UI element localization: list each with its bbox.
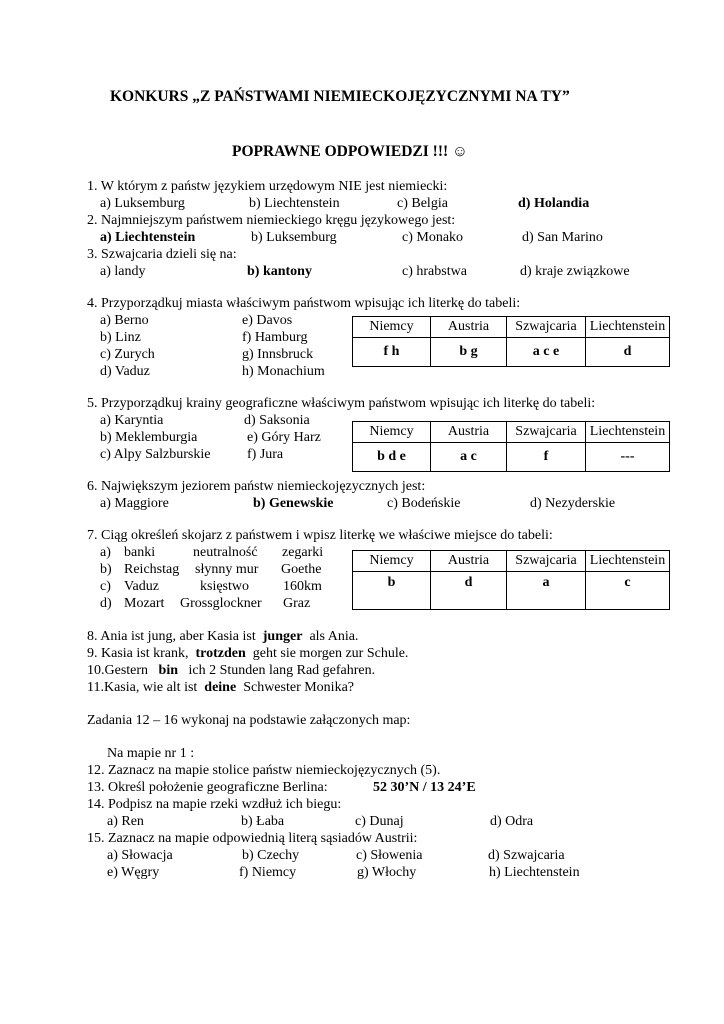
q6-option-b-correct: b) Genewskie — [253, 496, 334, 511]
q4-option: d) Vaduz — [100, 364, 150, 379]
q7-row-term: księstwo — [200, 579, 249, 594]
q9-answer: trotzden — [195, 646, 246, 661]
question-12: 12. Zaznacz na mapie stolice państw niemieckojęzycznych (5). — [87, 763, 441, 778]
q1-option-d-correct: d) Holandia — [518, 196, 590, 211]
table-header: Niemcy — [353, 317, 431, 338]
q2-option-a-correct: a) Liechtenstein — [100, 230, 196, 245]
q4-answer-table — [352, 316, 670, 367]
table-header: Austria — [431, 317, 507, 338]
q7-row-letter: d) — [100, 596, 112, 611]
table-cell: b g — [431, 338, 507, 367]
q14-option-c: c) Dunaj — [355, 814, 404, 829]
table-header: Liechtenstein — [586, 422, 670, 443]
table-header: Niemcy — [353, 422, 431, 443]
question-13: 13. Określ położenie geograficzne Berlina: — [87, 780, 328, 795]
page-subtitle: POPRAWNE ODPOWIEDZI !!! ☺ — [232, 143, 468, 160]
table-cell: b d e — [353, 443, 431, 472]
q8-text-after: als Ania. — [309, 629, 359, 644]
q8-text-before: 8. Ania ist jung, aber Kasia ist — [87, 629, 256, 644]
map-1-heading: Na mapie nr 1 : — [107, 746, 195, 761]
table-header: Szwajcaria — [507, 551, 586, 572]
q5-option: a) Karyntia — [100, 413, 164, 428]
q4-option: b) Linz — [100, 330, 141, 345]
q3-option-a: a) landy — [100, 264, 146, 279]
question-14: 14. Podpisz na mapie rzeki wzdłuż ich biegu: — [87, 797, 342, 812]
question-4: 4. Przyporządkuj miasta właściwym państwom wpisując ich literkę do tabeli: — [87, 296, 521, 311]
q7-row-term: słynny mur — [195, 562, 259, 577]
table-cell: d — [586, 338, 670, 367]
q15-option: a) Słowacja — [107, 848, 173, 863]
q15-option: e) Węgry — [107, 865, 160, 880]
q15-option: f) Niemcy — [239, 865, 297, 880]
q7-row-term: Goethe — [281, 562, 322, 577]
table-cell: a c — [431, 443, 507, 472]
q11-text-after: Schwester Monika? — [243, 680, 354, 695]
q10-text-after: ich 2 Stunden lang Rad gefahren. — [188, 663, 376, 678]
q15-option: d) Szwajcaria — [488, 848, 565, 863]
q7-row-term: banki — [124, 545, 156, 560]
q1-option-b: b) Liechtenstein — [249, 196, 340, 211]
q7-row-term: Reichstag — [124, 562, 180, 577]
table-header: Liechtenstein — [586, 551, 670, 572]
q13-answer: 52 30’N / 13 24’E — [373, 780, 476, 795]
table-cell: a c e — [507, 338, 586, 367]
q14-option-b: b) Łaba — [241, 814, 285, 829]
question-9 — [87, 646, 408, 662]
q9-text-before: 9. Kasia ist krank, — [87, 646, 189, 661]
maps-intro: Zadania 12 – 16 wykonaj na podstawie załączonych map: — [87, 713, 411, 728]
table-cell: c — [586, 572, 670, 610]
q4-option: h) Monachium — [242, 364, 325, 379]
q11-text-before: 11.Kasia, wie alt ist — [87, 680, 198, 695]
q5-answer-table — [352, 421, 670, 472]
table-header: Niemcy — [353, 551, 431, 572]
table-cell: --- — [586, 443, 670, 472]
q4-option: e) Davos — [242, 313, 293, 328]
q14-option-a: a) Ren — [107, 814, 144, 829]
table-header: Austria — [431, 551, 507, 572]
table-header: Liechtenstein — [586, 317, 670, 338]
table-header: Szwajcaria — [507, 317, 586, 338]
question-10 — [87, 663, 375, 679]
question-2: 2. Najmniejszym państwem niemieckiego kręgu językowego jest: — [87, 213, 456, 228]
q11-answer: deine — [204, 680, 237, 695]
q1-option-a: a) Luksemburg — [100, 196, 185, 211]
q2-option-d: d) San Marino — [522, 230, 603, 245]
table-cell: d — [431, 572, 507, 610]
q9-text-after: geht sie morgen zur Schule. — [252, 646, 409, 661]
question-8 — [87, 629, 358, 645]
table-cell: b — [353, 572, 431, 610]
q7-row-term: Grossglockner — [180, 596, 262, 611]
table-cell: a — [507, 572, 586, 610]
q7-row-term: Graz — [283, 596, 311, 611]
q7-row-term: Vaduz — [124, 579, 159, 594]
q4-option: f) Hamburg — [242, 330, 308, 345]
q7-row-term: neutralność — [193, 545, 258, 560]
q2-option-b: b) Luksemburg — [251, 230, 337, 245]
question-15: 15. Zaznacz na mapie odpowiednią literą sąsiadów Austrii: — [87, 831, 418, 846]
q15-option: b) Czechy — [242, 848, 300, 863]
question-11 — [87, 680, 354, 696]
q6-option-c: c) Bodeńskie — [387, 496, 461, 511]
q6-option-a: a) Maggiore — [100, 496, 169, 511]
q7-answer-table — [352, 550, 670, 610]
q10-answer: bin — [158, 663, 179, 678]
q15-option: h) Liechtenstein — [489, 865, 580, 880]
question-5: 5. Przyporządkuj krainy geograficzne właściwym państwom wpisując ich literkę do tabeli: — [87, 396, 596, 411]
q7-row-term: Mozart — [124, 596, 165, 611]
q4-option: g) Innsbruck — [242, 347, 314, 362]
q2-option-c: c) Monako — [402, 230, 464, 245]
question-1: 1. W którym z państw językiem urzędowym NIE jest niemiecki: — [87, 179, 448, 194]
q7-row-letter: a) — [100, 545, 111, 560]
q3-option-b-correct: b) kantony — [247, 264, 312, 279]
q15-option: c) Słowenia — [356, 848, 423, 863]
q7-row-letter: b) — [100, 562, 112, 577]
q5-option: d) Saksonia — [244, 413, 310, 428]
question-6: 6. Największym jeziorem państw niemieckojęzycznych jest: — [87, 479, 426, 494]
q7-row-term: zegarki — [282, 545, 324, 560]
q5-option: c) Alpy Salzburskie — [100, 447, 211, 462]
q10-text-before: 10.Gestern — [87, 663, 149, 678]
q5-option: b) Meklemburgia — [100, 430, 198, 445]
q7-row-letter: c) — [100, 579, 111, 594]
q5-option: f) Jura — [247, 447, 284, 462]
q14-option-d: d) Odra — [490, 814, 534, 829]
q1-option-c: c) Belgia — [397, 196, 448, 211]
question-3: 3. Szwajcaria dzieli się na: — [87, 247, 237, 262]
q3-option-d: d) kraje związkowe — [520, 264, 630, 279]
table-header: Austria — [431, 422, 507, 443]
page-title: KONKURS „Z PAŃSTWAMI NIEMIECKOJĘZYCZNYMI NA TY” — [110, 88, 570, 105]
q5-option: e) Góry Harz — [247, 430, 321, 445]
q3-option-c: c) hrabstwa — [402, 264, 467, 279]
table-header: Szwajcaria — [507, 422, 586, 443]
q4-option: c) Zurych — [100, 347, 155, 362]
q15-option: g) Włochy — [357, 865, 417, 880]
q6-option-d: d) Nezyderskie — [530, 496, 616, 511]
q7-row-term: 160km — [283, 579, 322, 594]
q4-option: a) Berno — [100, 313, 149, 328]
q8-answer: junger — [262, 629, 303, 644]
question-7: 7. Ciąg określeń skojarz z państwem i wpisz literkę we właściwe miejsce do tabeli: — [87, 528, 553, 543]
table-cell: f — [507, 443, 586, 472]
table-cell: f h — [353, 338, 431, 367]
